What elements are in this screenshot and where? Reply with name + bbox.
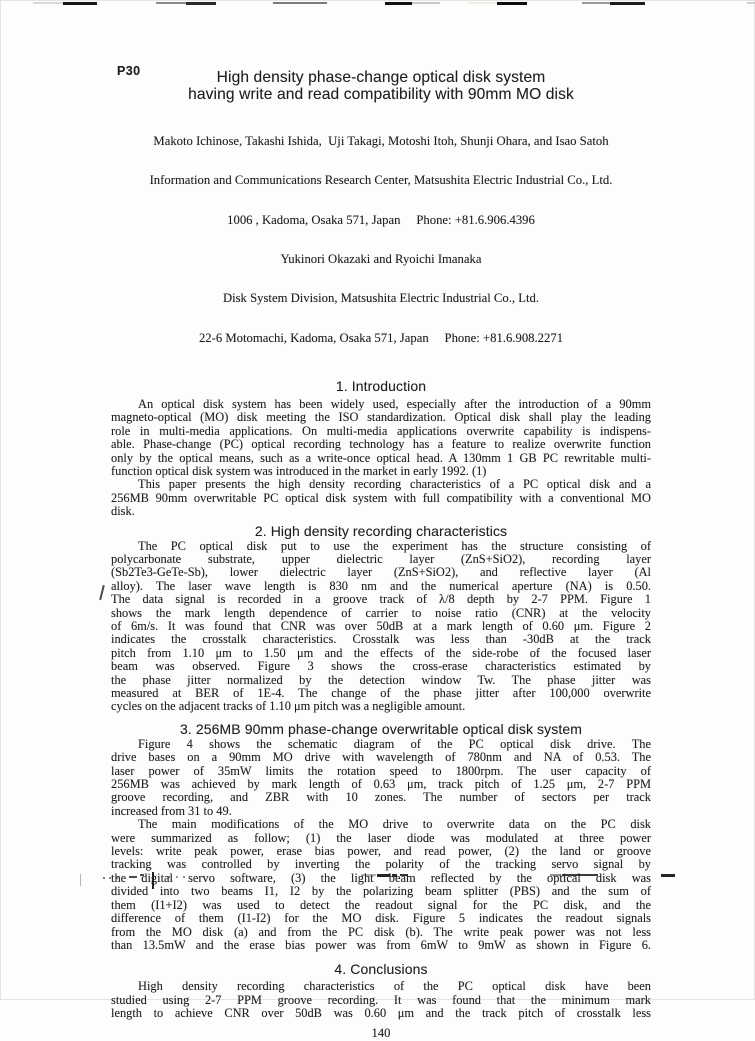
text-line: the digital servo software, (3) the light beam reflected by the optical disk was bbox=[111, 870, 651, 885]
text-line: magneto-optical (MO) disk meeting the ISO standardization. Optical disk shall play the leading bbox=[111, 410, 651, 425]
scan-artifact bbox=[63, 2, 97, 5]
scan-artifact bbox=[661, 874, 675, 877]
text-line: shows the mark length dependence of carrier to noise ratio (CNR) at the velocity bbox=[111, 605, 651, 620]
text-line: polycarbonate substrate, upper dielectric layer (ZnS+SiO2), recording layer bbox=[111, 551, 651, 566]
text-line: 256MB was achieved by mark length of 0.63 μm, track pitch of 1.25 μm, 2-7 PPM bbox=[111, 777, 651, 792]
text-line: alloy). The laser wave length is 830 nm and the numerical aperture (NA) is 0.50. bbox=[111, 578, 651, 593]
paper-title bbox=[111, 70, 651, 103]
section-heading-disk-system: 3. 256MB 90mm phase-change overwritable optical disk system bbox=[180, 720, 582, 737]
text-line: the phase jitter normalized by the detection window Tw. The phase jitter was bbox=[111, 672, 651, 687]
text-line: only by the optical means, such as a write-once optical head. A 130mm 1 GB PC rewritable multi- bbox=[111, 450, 651, 465]
paragraph bbox=[111, 980, 651, 1020]
text-line: length to achieve CNR over 50dB was 0.60 μm and the track pitch of crosstalk less bbox=[111, 1006, 651, 1021]
paragraph bbox=[111, 738, 651, 818]
text-line: than 13.5mW and the erase bias power was from 6mW to 9mW as shown in Figure 6. bbox=[111, 937, 651, 952]
paragraph bbox=[111, 398, 651, 478]
text-line: High density recording characteristics of the PC optical disk have been bbox=[138, 979, 651, 994]
scan-artifact bbox=[103, 877, 105, 879]
text-line: The main modifications of the MO drive to overwrite data on the PC disk bbox=[138, 817, 651, 832]
text-line: able. Phase-change (PC) optical recording technology has a feature to realize overwrite function bbox=[111, 437, 651, 452]
address-line: 22-6 Motomachi, Kadoma, Osaka 571, Japan Phone: +81.6.908.2271 bbox=[198, 330, 564, 345]
author-block bbox=[111, 109, 651, 371]
section-heading-recording: 2. High density recording characteristics bbox=[254, 522, 508, 539]
address-line: 1006 , Kadoma, Osaka 571, Japan Phone: +81.6.906.4396 bbox=[227, 212, 535, 227]
text-line: indicates the crosstalk characteristics. Crosstalk was less than -30dB at the track bbox=[111, 632, 651, 647]
pencil-mark bbox=[99, 585, 104, 600]
text-line: An optical disk system has been widely used, especially after the introduction of a 90mm bbox=[138, 396, 651, 411]
paper-title-line1: High density phase-change optical disk system bbox=[216, 69, 546, 86]
text-line: levels: write peak power, erase bias power, and read power, (2) the land or groove bbox=[111, 844, 651, 859]
text-line: pitch from 1.10 μm to 1.50 μm and the effects of the side-robe of the focused laser bbox=[111, 645, 651, 660]
text-line: difference of them (I1-I2) for the MO disk. Figure 5 indicates the readout signals bbox=[111, 911, 651, 926]
paragraph bbox=[111, 478, 651, 518]
text-line: increased from 31 to 49. bbox=[111, 803, 232, 818]
text-line: were summarized as follow; (1) the laser diode was modulated at three power bbox=[111, 830, 651, 845]
affiliation-line: Disk System Division, Matsushita Electric Industrial Co., Ltd. bbox=[222, 291, 540, 306]
text-line: laser power of 35mW limits the rotation speed to 1800rpm. The user capacity of bbox=[111, 763, 651, 778]
text-line: The PC optical disk put to use the experiment has the structure consisting of bbox=[138, 538, 651, 553]
scan-artifact bbox=[80, 874, 81, 886]
text-line: Figure 4 shows the schematic diagram of the PC optical disk drive. The bbox=[138, 736, 651, 751]
text-line: tracking was controlled by inverting the polarity of the tracking servo signal by bbox=[111, 857, 651, 872]
paragraph bbox=[111, 818, 651, 952]
section-heading-introduction: 1. Introduction bbox=[335, 377, 427, 394]
paper-title-line2: having write and read compatibility with 90mm MO disk bbox=[188, 85, 574, 103]
section-heading-conclusions: 4. Conclusions bbox=[334, 961, 428, 978]
text-line: beam was observed. Figure 3 shows the cross-erase characteristics estimated by bbox=[111, 659, 651, 674]
text-line: This paper presents the high density recording characteristics of a PC optical disk and a bbox=[138, 477, 651, 492]
scan-artifact bbox=[747, 2, 755, 4]
paper-id: P30 bbox=[117, 64, 141, 78]
text-line: groove recording, and ZBR with 10 zones. The number of sectors per track bbox=[111, 790, 651, 805]
text-line: function optical disk system was introduced in the market in early 1992. (1) bbox=[111, 463, 487, 478]
text-line: drive bases on a 90mm MO drive with wavelength of 780nm and NA of 0.53. The bbox=[111, 750, 651, 765]
text-line: (Sb2Te3-GeTe-Sb), lower dielectric layer (ZnS+SiO2), and reflective layer (Al bbox=[111, 565, 651, 580]
text-line: measured at BER of 1E-4. The change of the phase jitter after 100,000 overwrite bbox=[111, 686, 651, 700]
scan-artifact bbox=[33, 2, 63, 4]
text-line: role in multi-media applications. On multi-media applications overwrite capability is indispens- bbox=[111, 423, 651, 438]
text-line: from the MO disk (a) and from the PC disk (b). The write peak power was not less bbox=[111, 924, 651, 939]
affiliation-line: Information and Communications Research Center, Matsushita Electric Industrial Co., Ltd. bbox=[149, 173, 613, 188]
page-number: 140 bbox=[371, 1025, 391, 1040]
text-line: cycles on the adjacent tracks of 1.10 μm pitch was a negligible amount. bbox=[111, 699, 466, 714]
text-line: The data signal is recorded in a groove track of λ/8 depth by 2-7 PPM. Figure 1 bbox=[111, 592, 651, 607]
text-line: 256MB 90mm overwritable PC optical disk system with full compatibility with a conventional MO bbox=[111, 490, 651, 505]
text-line: them (I1+I2) was used to detect the readout signal for the PC disk, and the bbox=[111, 897, 651, 912]
paper-content bbox=[111, 0, 651, 1041]
text-line: disk. bbox=[111, 504, 135, 519]
authors-line: Makoto Ichinose, Takashi Ishida, Uji Takagi, Motoshi Itoh, Shunji Ohara, and Isao Satoh bbox=[153, 134, 609, 149]
text-line: of 6m/s. It was found that CNR was over 50dB at a mark length of 0.60 μm. Figure 2 bbox=[111, 618, 651, 633]
authors-line: Yukinori Okazaki and Ryoichi Imanaka bbox=[280, 252, 482, 267]
text-line: divided into two beams I1, I2 by the polarizing beam splitter (PBS) and the sum of bbox=[111, 884, 651, 899]
paragraph bbox=[111, 540, 651, 714]
text-line: studied using 2-7 PPM groove recording. It was found that the minimum mark bbox=[111, 992, 651, 1007]
